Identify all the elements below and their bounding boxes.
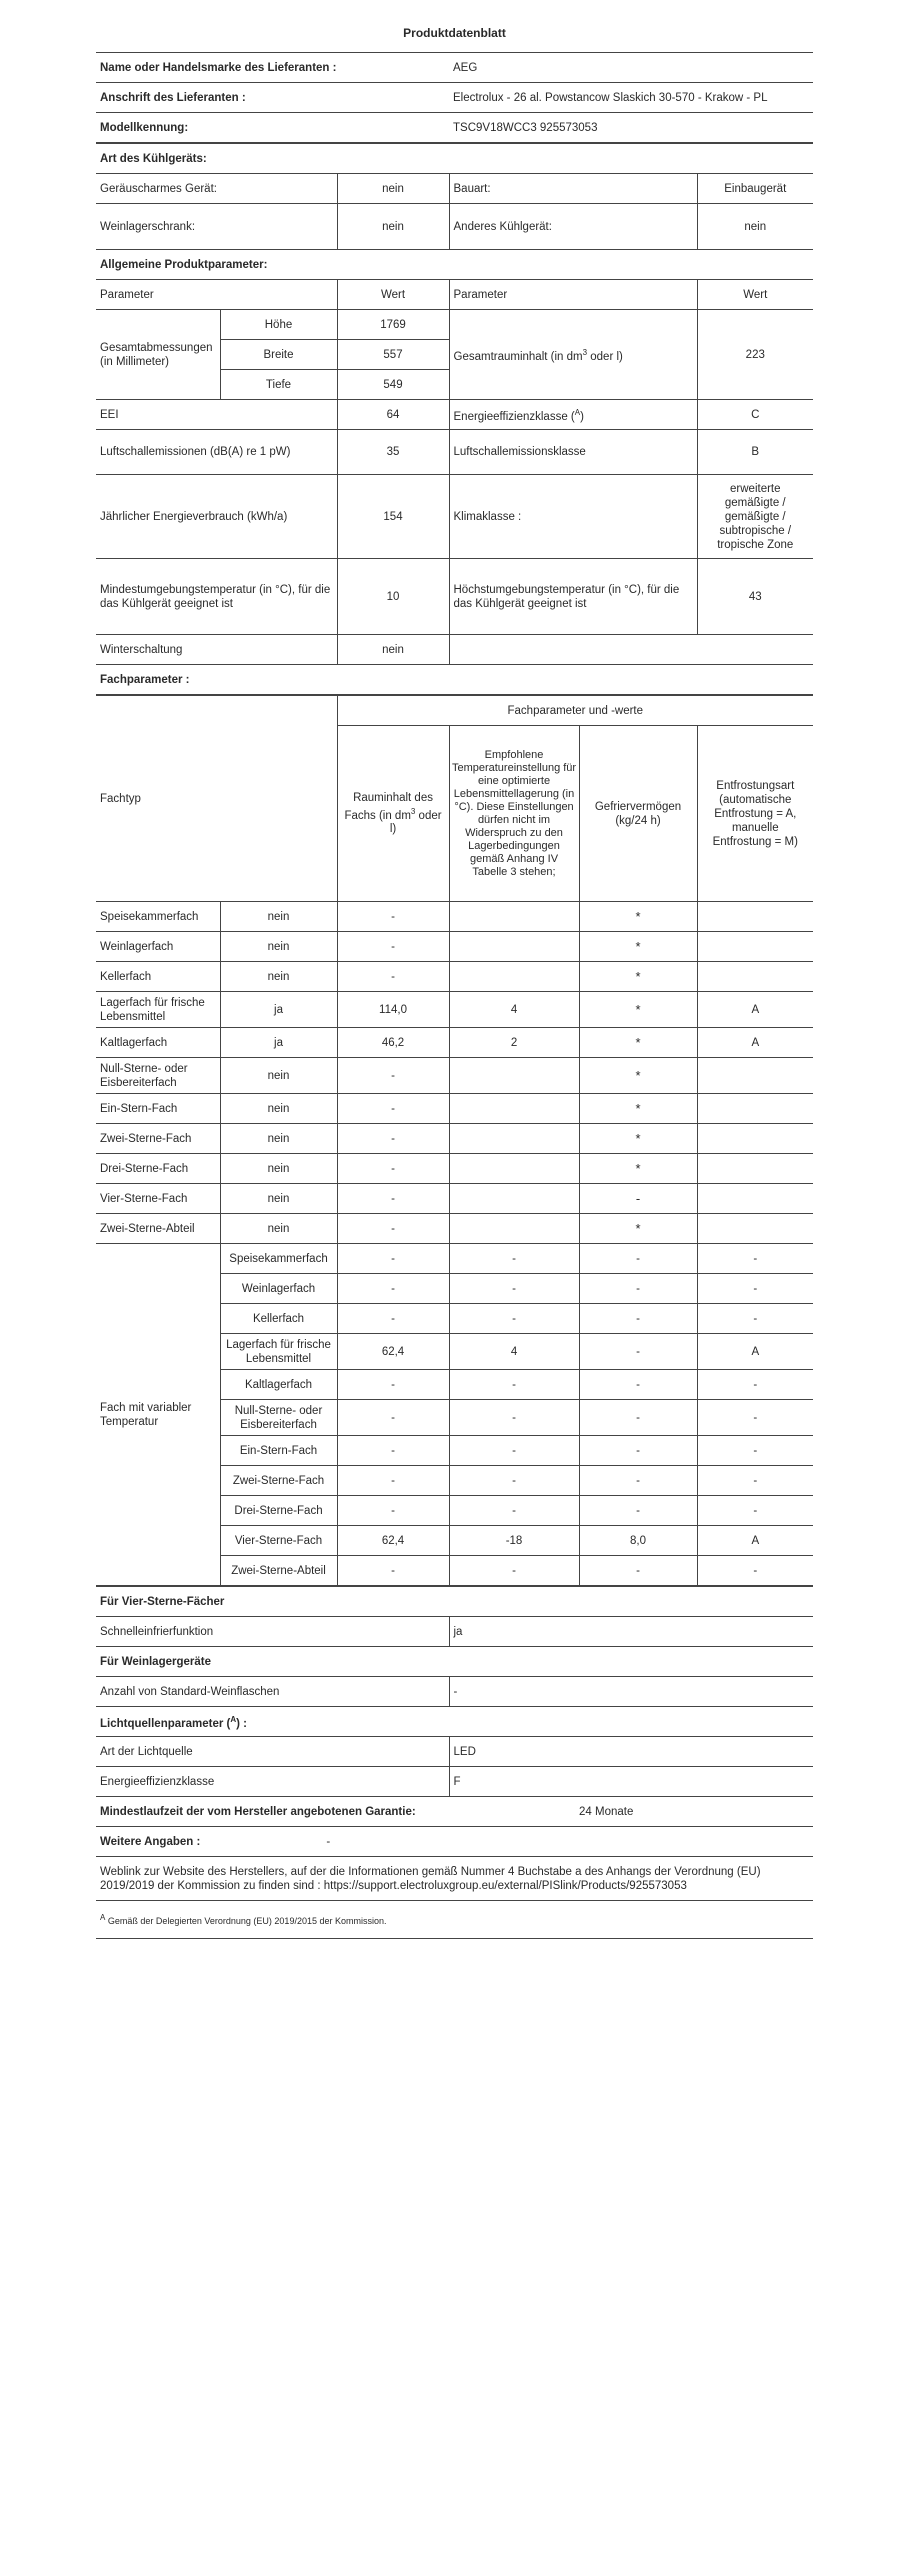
compartment-group-header: Fachparameter und -werte <box>337 696 813 726</box>
weblink-text: Weblink zur Website des Herstellers, auf der die Informationen gemäß Nummer 4 Buchstabe a des Anhangs der Verordnung (EU) 2019/2019 der Kommission zu finden sind : https://support.electroluxgroup.eu/external/PISlink/Products/925573053 <box>96 1857 813 1901</box>
compartment-freeze: - <box>579 1184 697 1214</box>
compartment-present: nein <box>220 962 337 992</box>
further-info-row <box>96 1827 813 1857</box>
winter-label: Winterschaltung <box>96 635 337 665</box>
variable-name: Vier-Sterne-Fach <box>220 1526 337 1556</box>
max-temp-value: 43 <box>697 559 813 635</box>
compartment-row <box>96 1214 813 1244</box>
compartment-volume: - <box>337 1058 449 1094</box>
compartment-volume: - <box>337 1184 449 1214</box>
min-temp-value: 10 <box>337 559 449 635</box>
variable-name: Kellerfach <box>220 1304 337 1334</box>
general-table <box>96 143 813 695</box>
other-appliance-label: Anderes Kühlgerät: <box>449 204 697 250</box>
variable-freeze: - <box>579 1436 697 1466</box>
compartment-name: Ein-Stern-Fach <box>96 1094 220 1124</box>
variable-defrost: - <box>697 1400 813 1436</box>
climate-class-label: Klimaklasse : <box>449 475 697 559</box>
compartment-present: nein <box>220 902 337 932</box>
max-temp-label: Höchstumgebungstemperatur (in °C), für die das Kühlgerät geeignet ist <box>449 559 697 635</box>
compartment-temp: 2 <box>449 1028 579 1058</box>
compartment-temp <box>449 1184 579 1214</box>
compartment-volume: - <box>337 1124 449 1154</box>
compartment-present: nein <box>220 1058 337 1094</box>
variable-volume: - <box>337 1370 449 1400</box>
variable-name: Kaltlagerfach <box>220 1370 337 1400</box>
variable-volume: 62,4 <box>337 1526 449 1556</box>
variable-defrost: - <box>697 1370 813 1400</box>
compartment-row <box>96 1094 813 1124</box>
variable-defrost: A <box>697 1334 813 1370</box>
compartment-volume: 114,0 <box>337 992 449 1028</box>
compartment-name: Zwei-Sterne-Fach <box>96 1124 220 1154</box>
compartment-row <box>96 902 813 932</box>
compartment-defrost <box>697 902 813 932</box>
warranty-label: Mindestlaufzeit der vom Hersteller angebotenen Garantie: <box>96 1797 449 1827</box>
variable-defrost: - <box>697 1274 813 1304</box>
compartment-name: Zwei-Sterne-Abteil <box>96 1214 220 1244</box>
compartment-present: nein <box>220 1094 337 1124</box>
compartment-name: Weinlagerfach <box>96 932 220 962</box>
address-label: Anschrift des Lieferanten : <box>96 83 449 113</box>
variable-volume: - <box>337 1466 449 1496</box>
noise-class-label: Luftschallemissionsklasse <box>449 430 697 475</box>
compartment-freeze: * <box>579 962 697 992</box>
compartment-defrost <box>697 1214 813 1244</box>
light-class-value: F <box>449 1767 813 1797</box>
compartment-name: Drei-Sterne-Fach <box>96 1154 220 1184</box>
model-value: TSC9V18WCC3 925573053 <box>449 113 813 143</box>
variable-temp: 4 <box>449 1334 579 1370</box>
total-volume-label: Gesamtrauminhalt (in $dm^3$ oder l) <box>449 310 697 400</box>
compartment-freeze: * <box>579 1214 697 1244</box>
four-star-title: Für Vier-Sterne-Fächer <box>96 1587 813 1617</box>
compartment-defrost <box>697 1184 813 1214</box>
compartment-temp <box>449 1214 579 1244</box>
volume-header: Rauminhalt des Fachs (in $dm^3$ oder l) <box>337 726 449 902</box>
variable-temp: - <box>449 1274 579 1304</box>
compartment-freeze: * <box>579 932 697 962</box>
wine-title: Für Weinlagergeräte <box>96 1647 813 1677</box>
compartment-temp <box>449 1154 579 1184</box>
variable-temp: - <box>449 1244 579 1274</box>
variable-freeze: - <box>579 1304 697 1334</box>
height-value: 1769 <box>337 310 449 340</box>
compartment-freeze: * <box>579 902 697 932</box>
variable-name: Weinlagerfach <box>220 1274 337 1304</box>
variable-freeze: - <box>579 1556 697 1586</box>
compartment-name: Vier-Sterne-Fach <box>96 1184 220 1214</box>
eei-value: 64 <box>337 400 449 430</box>
variable-freeze: - <box>579 1370 697 1400</box>
variable-name: Drei-Sterne-Fach <box>220 1496 337 1526</box>
winter-value: nein <box>337 635 449 665</box>
variable-name: Zwei-Sterne-Fach <box>220 1466 337 1496</box>
compartment-temp <box>449 962 579 992</box>
compartment-defrost <box>697 932 813 962</box>
compartment-table <box>96 695 813 1586</box>
other-appliance-value: nein <box>697 204 813 250</box>
compartment-present: nein <box>220 1124 337 1154</box>
low-noise-value: nein <box>337 174 449 204</box>
empty-cell <box>449 635 813 665</box>
noise-value: 35 <box>337 430 449 475</box>
compartment-row <box>96 1124 813 1154</box>
compartment-present: ja <box>220 992 337 1028</box>
compartment-defrost <box>697 1094 813 1124</box>
compartment-name: Speisekammerfach <box>96 902 220 932</box>
variable-defrost: - <box>697 1556 813 1586</box>
variable-freeze: - <box>579 1466 697 1496</box>
compartment-temp <box>449 1124 579 1154</box>
climate-class-value: erweiterte gemäßigte / gemäßigte / subtropische / tropische Zone <box>697 475 813 559</box>
extra-table <box>96 1586 813 1939</box>
compartment-row <box>96 962 813 992</box>
compartment-defrost: A <box>697 1028 813 1058</box>
design-value: Einbaugerät <box>697 174 813 204</box>
compartment-section-title: Fachparameter : <box>96 665 813 695</box>
param-header: Parameter <box>96 280 337 310</box>
compartment-rows <box>96 902 813 1244</box>
compartment-present: nein <box>220 932 337 962</box>
compartment-name: Lagerfach für frische Lebensmittel <box>96 992 220 1028</box>
variable-defrost: A <box>697 1526 813 1556</box>
compartment-defrost <box>697 1124 813 1154</box>
variable-temp: - <box>449 1436 579 1466</box>
supplier-table <box>96 52 813 143</box>
wine-cabinet-label: Weinlagerschrank: <box>96 204 337 250</box>
temp-header: Empfohlene Temperatureinstellung für eine optimierte Lebensmittellagerung (in °C). Diese Einstellungen dürfen nicht im Widerspruch zu den Lagerbedingungen gemäß Anhang IV Tabelle 3 stehen; <box>449 726 579 902</box>
model-label: Modellkennung: <box>96 113 449 143</box>
value-header: Wert <box>337 280 449 310</box>
variable-temp: - <box>449 1304 579 1334</box>
supplier-label: Name oder Handelsmarke des Lieferanten : <box>96 53 449 83</box>
compartment-freeze: * <box>579 992 697 1028</box>
variable-rows <box>96 1244 813 1586</box>
light-source-value: LED <box>449 1737 813 1767</box>
energy-class-label: Energieeffizienzklasse ($^A$) <box>449 400 697 430</box>
compartment-freeze: * <box>579 1028 697 1058</box>
compartment-row <box>96 1058 813 1094</box>
variable-freeze: - <box>579 1244 697 1274</box>
compartment-volume: - <box>337 1214 449 1244</box>
further-info-label: Weitere Angaben : <box>100 1835 201 1848</box>
compartment-present: nein <box>220 1154 337 1184</box>
variable-defrost: - <box>697 1244 813 1274</box>
variable-temp: - <box>449 1400 579 1436</box>
compartment-row <box>96 1184 813 1214</box>
quick-freeze-label: Schnelleinfrierfunktion <box>96 1617 449 1647</box>
variable-temp: -18 <box>449 1526 579 1556</box>
compartment-temp <box>449 1094 579 1124</box>
wine-cabinet-value: nein <box>337 204 449 250</box>
variable-volume: - <box>337 1436 449 1466</box>
compartment-volume: - <box>337 902 449 932</box>
further-info-value: - <box>326 1835 331 1848</box>
quick-freeze-value: ja <box>449 1617 813 1647</box>
variable-freeze: - <box>579 1496 697 1526</box>
compartment-name: Kaltlagerfach <box>96 1028 220 1058</box>
compartment-present: ja <box>220 1028 337 1058</box>
datasheet-page <box>96 0 813 1939</box>
width-label: Breite <box>220 340 337 370</box>
depth-value: 549 <box>337 370 449 400</box>
variable-volume: - <box>337 1496 449 1526</box>
compartment-row <box>96 992 813 1028</box>
design-label: Bauart: <box>449 174 697 204</box>
compartment-row <box>96 1028 813 1058</box>
variable-defrost: - <box>697 1496 813 1526</box>
type-section-title: Art des Kühlgeräts: <box>96 144 813 174</box>
variable-volume: - <box>337 1244 449 1274</box>
variable-freeze: - <box>579 1274 697 1304</box>
total-volume-value: 223 <box>697 310 813 400</box>
compartment-present: nein <box>220 1214 337 1244</box>
low-noise-label: Geräuscharmes Gerät: <box>96 174 337 204</box>
wine-bottles-value: - <box>449 1677 813 1707</box>
variable-row <box>96 1244 813 1274</box>
width-value: 557 <box>337 340 449 370</box>
compartment-row <box>96 1154 813 1184</box>
compartment-volume: 46,2 <box>337 1028 449 1058</box>
variable-temp-label: Fach mit variabler Temperatur <box>96 1244 220 1586</box>
light-source-label: Art der Lichtquelle <box>96 1737 449 1767</box>
compartment-freeze: * <box>579 1094 697 1124</box>
min-temp-label: Mindestumgebungstemperatur (in °C), für die das Kühlgerät geeignet ist <box>96 559 337 635</box>
compartment-present: nein <box>220 1184 337 1214</box>
defrost-header: Entfrostungsart (automatische Entfrostung = A, manuelle Entfrostung = M) <box>697 726 813 902</box>
compartment-defrost: A <box>697 992 813 1028</box>
compartment-name: Kellerfach <box>96 962 220 992</box>
depth-label: Tiefe <box>220 370 337 400</box>
variable-name: Speisekammerfach <box>220 1244 337 1274</box>
height-label: Höhe <box>220 310 337 340</box>
variable-defrost: - <box>697 1436 813 1466</box>
compartment-type-header: Fachtyp <box>96 696 337 902</box>
compartment-row <box>96 932 813 962</box>
annual-energy-value: 154 <box>337 475 449 559</box>
energy-class-value: C <box>697 400 813 430</box>
variable-volume: - <box>337 1274 449 1304</box>
variable-volume: 62,4 <box>337 1334 449 1370</box>
variable-defrost: - <box>697 1304 813 1334</box>
compartment-defrost <box>697 1154 813 1184</box>
compartment-freeze: * <box>579 1154 697 1184</box>
light-title: Lichtquellenparameter ($^A$) : <box>96 1707 813 1737</box>
freeze-header: Gefriervermögen (kg/24 h) <box>579 726 697 902</box>
variable-name: Ein-Stern-Fach <box>220 1436 337 1466</box>
warranty-value: 24 Monate <box>449 1797 813 1827</box>
variable-name: Null-Sterne- oder Eisbereiterfach <box>220 1400 337 1436</box>
general-section-title: Allgemeine Produktparameter: <box>96 250 813 280</box>
variable-name: Zwei-Sterne-Abteil <box>220 1556 337 1586</box>
supplier-value: AEG <box>449 53 813 83</box>
variable-volume: - <box>337 1400 449 1436</box>
compartment-volume: - <box>337 962 449 992</box>
compartment-volume: - <box>337 1154 449 1184</box>
page-title: Produktdatenblatt <box>403 26 506 40</box>
light-class-label: Energieeffizienzklasse <box>96 1767 449 1797</box>
compartment-freeze: * <box>579 1124 697 1154</box>
noise-class-value: B <box>697 430 813 475</box>
variable-defrost: - <box>697 1466 813 1496</box>
footnote: $^A$ Gemäß der Delegierten Verordnung (EU) 2019/2015 der Kommission. <box>96 1901 813 1939</box>
variable-volume: - <box>337 1304 449 1334</box>
variable-temp: - <box>449 1496 579 1526</box>
noise-label: Luftschallemissionen (dB(A) re 1 pW) <box>96 430 337 475</box>
variable-freeze: 8,0 <box>579 1526 697 1556</box>
compartment-defrost <box>697 1058 813 1094</box>
compartment-temp <box>449 932 579 962</box>
compartment-freeze: * <box>579 1058 697 1094</box>
compartment-defrost <box>697 962 813 992</box>
address-value: Electrolux - 26 al. Powstancow Slaskich 30-570 - Krakow - PL <box>449 83 813 113</box>
variable-freeze: - <box>579 1400 697 1436</box>
variable-temp: - <box>449 1466 579 1496</box>
compartment-name: Null-Sterne- oder Eisbereiterfach <box>96 1058 220 1094</box>
variable-freeze: - <box>579 1334 697 1370</box>
variable-volume: - <box>337 1556 449 1586</box>
eei-label: EEI <box>96 400 337 430</box>
variable-temp: - <box>449 1370 579 1400</box>
compartment-volume: - <box>337 932 449 962</box>
compartment-temp <box>449 902 579 932</box>
variable-name: Lagerfach für frische Lebensmittel <box>220 1334 337 1370</box>
compartment-temp: 4 <box>449 992 579 1028</box>
wine-bottles-label: Anzahl von Standard-Weinflaschen <box>96 1677 449 1707</box>
compartment-volume: - <box>337 1094 449 1124</box>
dimensions-label: Gesamtabmessungen (in Millimeter) <box>96 310 220 400</box>
variable-temp: - <box>449 1556 579 1586</box>
annual-energy-label: Jährlicher Energieverbrauch (kWh/a) <box>96 475 337 559</box>
compartment-temp <box>449 1058 579 1094</box>
param-header-2: Parameter <box>449 280 697 310</box>
value-header-2: Wert <box>697 280 813 310</box>
